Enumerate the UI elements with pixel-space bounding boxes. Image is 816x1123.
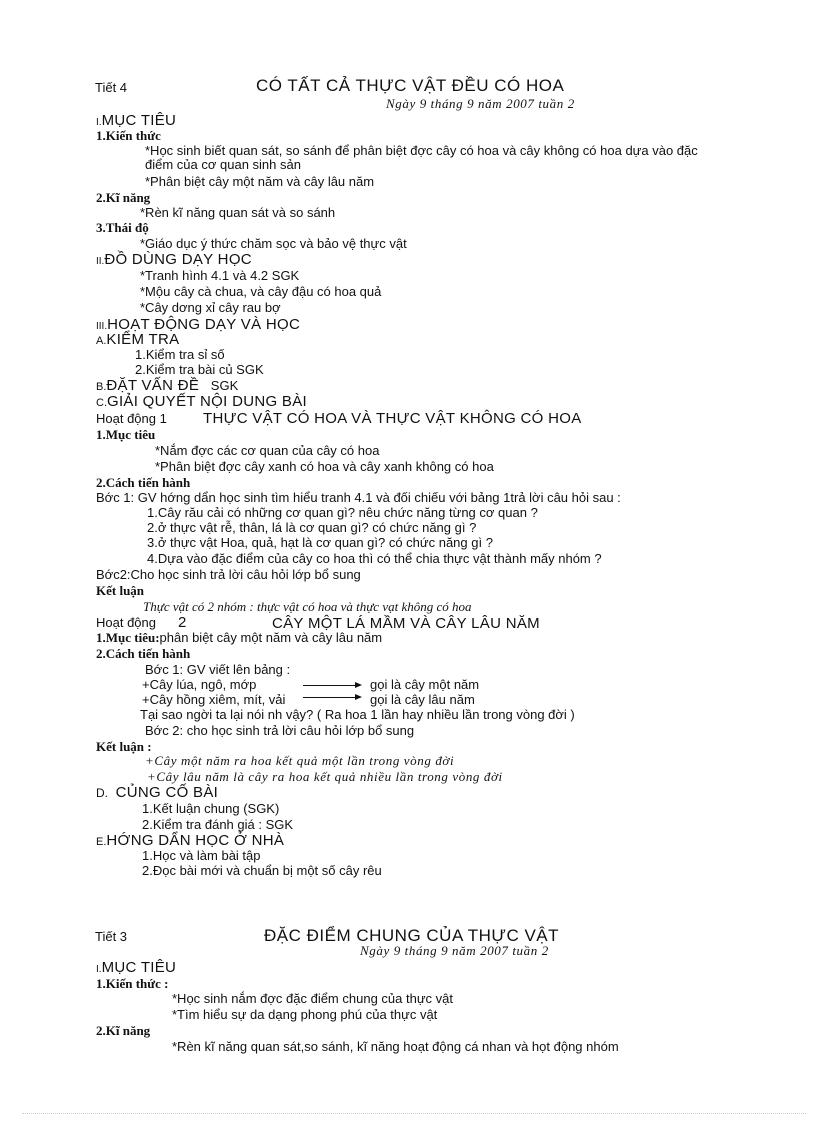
- activity2-goal: 1.Mục tiêu:phân biệt cây một năm và cây lâu năm: [96, 630, 383, 645]
- step-2: Bớc2:Cho học sinh trả lời câu hỏi lớp bổ sung: [96, 567, 361, 582]
- review-line: 1.Kết luận chung (SGK): [142, 801, 280, 816]
- conclusion-line: +Cây lâu năm là cây ra hoa kết quả nhiều lần trong vòng đời: [147, 769, 503, 784]
- activity2-title: CÂY MỘT LÁ MẦM VÀ CÂY LÂU NĂM: [272, 615, 540, 632]
- lesson1-date: Ngày 9 tháng 9 năm 2007 tuần 2: [386, 96, 575, 111]
- objective-line: *Học sinh nắm đợc đặc điểm chung của thực vật: [172, 991, 453, 1006]
- step-2: Bớc 2: cho học sinh trả lời câu hỏi lớp bổ sung: [145, 723, 415, 738]
- attitude-line: *Giáo dục ý thức chăm sọc và bảo vệ thực vật: [140, 236, 407, 251]
- question-line: 3.ở thực vật Hoa, quả, hạt là cơ quan gì? có chức năng gì ?: [147, 535, 493, 550]
- objective-line: *Phân biệt cây một năm và cây lâu năm: [145, 174, 375, 189]
- activity1-title: THỰC VẬT CÓ HOA VÀ THỰC VẬT KHÔNG CÓ HOA: [203, 410, 582, 427]
- subheading-ket-luan: Kết luận: [96, 583, 145, 598]
- question-line: 4.Dựa vào đặc điểm của cây co hoa thì có thể chia thực vật thành mấy nhóm ?: [147, 551, 602, 566]
- example-plants-2: +Cây hồng xiêm, mít, vải: [142, 692, 286, 707]
- subheading-cach-tien-hanh: 2.Cách tiến hành: [96, 646, 191, 661]
- objective-line: điểm của cơ quan sinh sản: [145, 157, 301, 172]
- step-1: Bớc 1: GV viết lên bảng :: [145, 662, 291, 677]
- subheading-kien-thuc: 1.Kiến thức :: [96, 976, 169, 991]
- section-do-dung: II.ĐỒ DÙNG DẠY HỌC: [96, 251, 252, 268]
- why-question: Tại sao ngời ta lại nói nh vậy? ( Ra hoa 1 lần hay nhiều lần trong vòng đời ): [140, 707, 575, 722]
- lesson2-period: Tiết 3: [95, 929, 128, 944]
- subheading-cach-tien-hanh: 2.Cách tiến hành: [96, 475, 191, 490]
- arrow-right-icon: [303, 697, 360, 698]
- part-e-heading: E.HỚNG DẨN HỌC Ở NHÀ: [96, 832, 285, 849]
- conclusion-text: Thực vật có 2 nhóm : thực vật có hoa và thực vạt không có hoa: [143, 599, 472, 614]
- activity2-label: Hoạt động: [96, 615, 156, 630]
- question-line: 2.ở thực vật rễ, thân, lá là cơ quan gì? có chức năng gì ?: [147, 520, 477, 535]
- example-result-1: gọi là cây một năm: [370, 677, 480, 692]
- homework-line: 2.Đọc bài mới và chuẩn bị một số cây rêu: [142, 863, 382, 878]
- goal-line: *Phân biệt đợc cây xanh có hoa và cây xanh không có hoa: [155, 459, 494, 474]
- material-line: *Mộu cây cà chua, và cây đậu có hoa quả: [140, 284, 382, 299]
- objective-line: *Tìm hiểu sự da dạng phong phú của thực vật: [172, 1007, 438, 1022]
- lesson1-period: Tiết 4: [95, 80, 128, 95]
- arrow-right-icon: [303, 685, 360, 686]
- subheading-thai-do: 3.Thái độ: [96, 220, 149, 235]
- material-line: *Tranh hình 4.1 và 4.2 SGK: [140, 268, 300, 283]
- example-result-2: gọi là cây lâu năm: [370, 692, 475, 707]
- section-hoat-dong: III.HOẠT ĐỘNG DẠY VÀ HỌC: [96, 316, 301, 333]
- section-muc-tieu: I.MỤC TIÊU: [96, 959, 177, 976]
- part-b-heading: B.ĐẶT VẤN ĐỀ SGK: [96, 377, 239, 394]
- part-d-heading: D. CỦNG CỐ BÀI: [96, 784, 219, 801]
- review-line: 2.Kiểm tra đánh giá : SGK: [142, 817, 294, 832]
- objective-line: *Học sinh biết quan sát, so sánh để phân biệt đợc cây có hoa và cây không có hoa dựa vào đặc: [145, 143, 698, 158]
- conclusion-line: +Cây một năm ra hoa kết quả một lần trong vòng đời: [145, 753, 455, 768]
- check-line: 1.Kiểm tra sỉ số: [135, 347, 225, 362]
- subheading-muc-tieu: 1.Mục tiêu: [96, 427, 156, 442]
- activity2-number: 2: [178, 614, 187, 631]
- page-divider: [22, 1113, 806, 1114]
- skill-line: *Rèn kĩ năng quan sát,so sánh, kĩ năng hoạt động cá nhan và họt động nhóm: [172, 1039, 619, 1054]
- skill-line: *Rèn kĩ năng quan sát và so sánh: [140, 205, 336, 220]
- homework-line: 1.Học và làm bài tập: [142, 848, 261, 863]
- part-a-heading: A.KIỂM TRA: [96, 331, 180, 348]
- lesson1-title: CÓ TẤT CẢ THỰC VẬT ĐỀU CÓ HOA: [256, 76, 565, 95]
- lesson2-title: ĐẶC ĐIỂM CHUNG CỦA THỰC VẬT: [264, 926, 560, 945]
- section-muc-tieu: I.MỤC TIÊU: [96, 112, 177, 129]
- material-line: *Cây dơng xỉ cây rau bợ: [140, 300, 281, 315]
- subheading-ket-luan: Kết luận :: [96, 739, 152, 754]
- step-1: Bớc 1: GV hớng dẩn học sinh tìm hiểu tranh 4.1 và đối chiếu với bảng 1trả lời câu hỏi sau :: [96, 490, 621, 505]
- subheading-kien-thuc: 1.Kiến thức: [96, 128, 161, 143]
- example-plants-1: +Cây lúa, ngô, mớp: [142, 677, 257, 692]
- subheading-ki-nang: 2.Kĩ năng: [96, 190, 151, 205]
- goal-line: *Nắm đợc các cơ quan của cây có hoa: [155, 443, 380, 458]
- subheading-ki-nang: 2.Kĩ năng: [96, 1023, 151, 1038]
- check-line: 2.Kiểm tra bài củ SGK: [135, 362, 264, 377]
- question-line: 1.Cây rău cải có những cơ quan gì? nêu chức năng từng cơ quan ?: [147, 505, 538, 520]
- lesson2-date: Ngày 9 tháng 9 năm 2007 tuần 2: [360, 943, 549, 958]
- activity1-label: Hoạt động 1: [96, 411, 167, 426]
- part-c-heading: C.GIẢI QUYẾT NỘI DUNG BÀI: [96, 393, 307, 410]
